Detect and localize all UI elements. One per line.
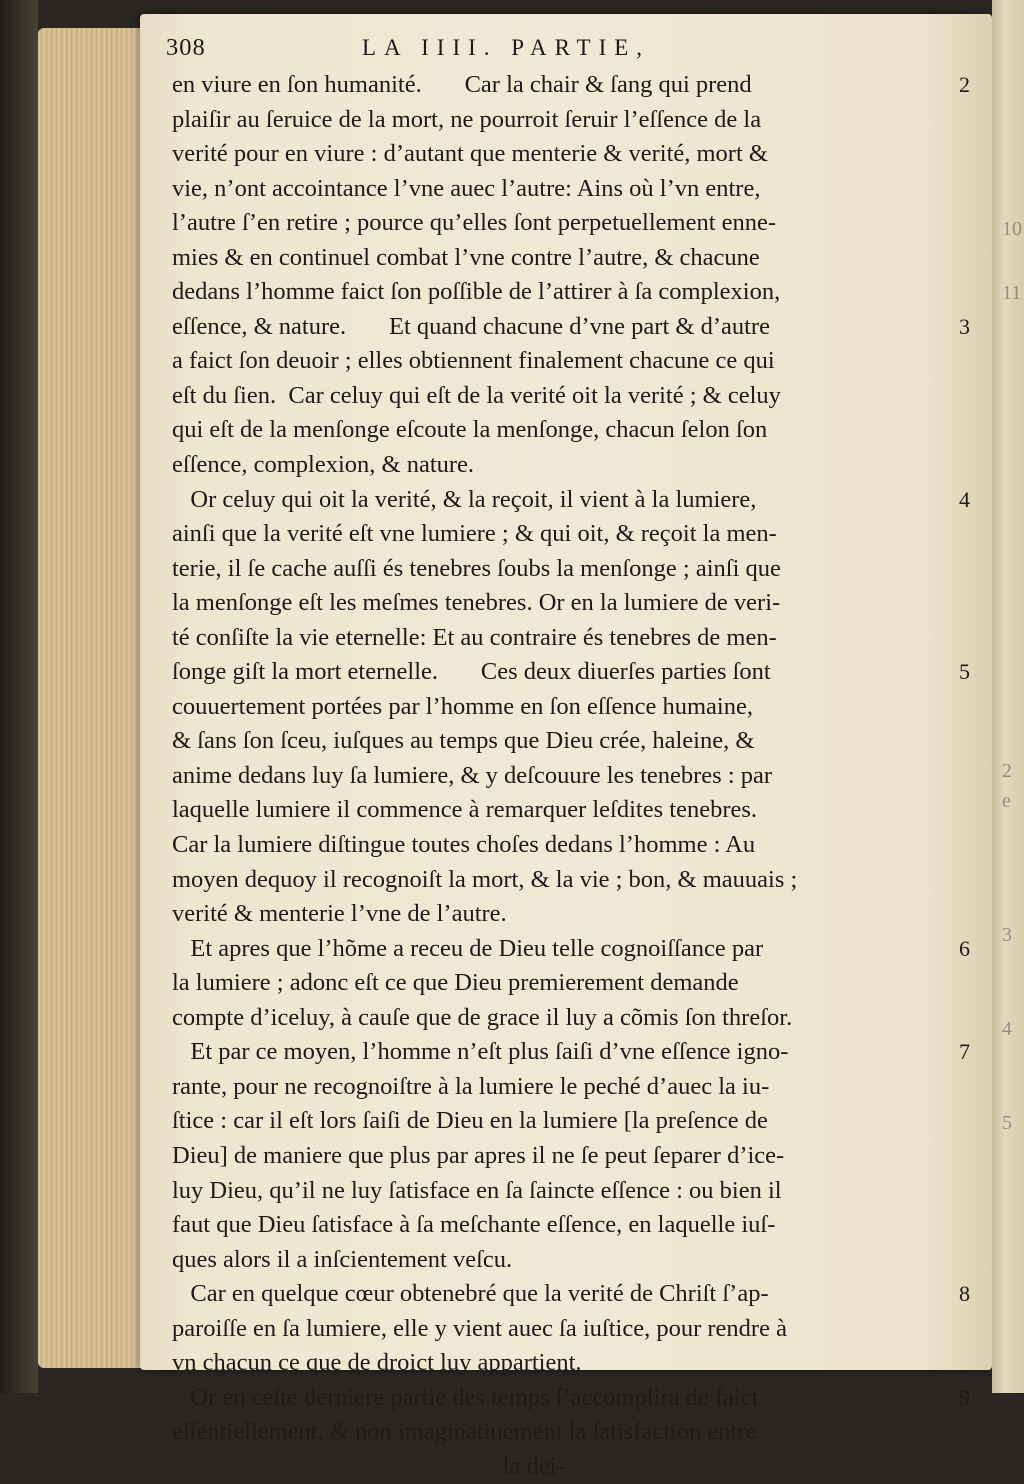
text-line: [172, 724, 964, 759]
line-text: vn chacun ce que de droict luy appartient.: [172, 1349, 582, 1377]
page-text: [166, 28, 970, 1484]
text-line: [172, 310, 970, 345]
line-text: moyen dequoy il recognoiſt la mort, & la vie ; bon, & mauuais ;: [172, 865, 798, 893]
text-line: [172, 172, 964, 207]
line-text: a faict ſon deuoir ; elles obtiennent finalement chacune ce qui: [172, 347, 775, 375]
line-text: Or celuy qui oit la verité, & la reçoit, il vient à la lumiere,: [172, 485, 757, 513]
verse-number: 2: [959, 72, 970, 97]
line-text: Car en quelque cœur obtenebré que la verité de Chriſt ſ’ap-: [172, 1280, 769, 1308]
line-text: mies & en continuel combat l’vne contre l’autre, & chacune: [172, 243, 760, 271]
verse-number: 5: [959, 659, 970, 685]
line-text: Car la lumiere diſtingue toutes choſes dedans l’homme : Au: [172, 831, 756, 859]
line-text: Et apres que l’hõme a receu de Dieu telle cognoiſſance par: [172, 934, 764, 962]
adjacent-margin-number: 4: [1002, 1018, 1012, 1040]
book-spine: [0, 0, 38, 1393]
line-text: & ſans ſon ſceu, iuſques au temps que Dieu crée, haleine, &: [172, 727, 755, 755]
adjacent-margin-number: 5: [1002, 1112, 1012, 1134]
line-text: qui eſt de la menſonge eſcoute la menſonge, chacun ſelon ſon: [172, 416, 768, 444]
text-line: [172, 1277, 970, 1312]
text-line: [172, 1174, 964, 1209]
adjacent-page-edge: [992, 0, 1024, 1393]
line-text: rante, pour ne recognoiſtre à la lumiere le peché d’auec la iu-: [172, 1072, 770, 1100]
line-text: ainſi que la verité eſt vne lumiere ; & qui oit, & reçoit la men-: [172, 520, 777, 548]
text-line: [172, 379, 964, 414]
adjacent-margin-number: 2: [1002, 760, 1012, 782]
line-text: la lumiere ; adonc eſt ce que Dieu premierement demande: [172, 969, 739, 997]
line-text: en viure en ſon humanité. Car la chair & ſang qui prend: [172, 71, 752, 98]
text-line: [172, 1381, 970, 1416]
line-text: laquelle lumiere il commence à remarquer leſdites tenebres.: [172, 796, 758, 824]
page-edges: [38, 28, 150, 1368]
text-line: [172, 586, 964, 621]
text-line: [172, 552, 964, 587]
text-line: [172, 828, 964, 863]
text-line: [172, 1312, 964, 1347]
text-line: [172, 863, 964, 898]
text-line: [172, 413, 964, 448]
text-line: [172, 448, 964, 483]
text-line: [172, 103, 964, 138]
text-line: [172, 966, 964, 1001]
text-line: [172, 344, 964, 379]
running-title: LA IIII. PARTIE,: [362, 35, 651, 60]
adjacent-margin-number: 10: [1002, 218, 1022, 240]
line-text: ſonge giſt la mort eternelle. Ces deux diuerſes parties ſont: [172, 658, 771, 686]
adjacent-margin-number: e: [1002, 790, 1011, 812]
text-line: [172, 483, 970, 518]
line-text: luy Dieu, qu’il ne luy ſatisface en ſa ſaincte eſſence : ou bien il: [172, 1176, 782, 1204]
page-number: 308: [166, 34, 206, 61]
text-line: [172, 793, 964, 828]
line-text: plaiſir au ſeruice de la mort, ne pourroit ſeruir l’eſſence de la: [172, 105, 762, 133]
line-text: eſſence, & nature. Et quand chacune d’vne part & d’autre: [172, 312, 770, 340]
adjacent-margin-number: 11: [1002, 282, 1022, 304]
line-text: couuertement portées par l’homme en ſon eſſence humaine,: [172, 692, 753, 720]
verse-number: 9: [959, 1384, 970, 1410]
verse-number: 8: [959, 1281, 970, 1307]
verse-number: 6: [959, 935, 970, 961]
text-line: [172, 68, 970, 103]
text-line: [172, 655, 970, 690]
line-text: paroiſſe en ſa lumiere, elle y vient auec ſa iuſtice, pour rendre à: [172, 1314, 787, 1342]
text-line: [172, 1035, 970, 1070]
verse-number: 4: [959, 486, 970, 512]
line-text: Or en ceſte derniere partie des temps ſ’accomplira de faict: [172, 1383, 759, 1411]
text-line: [172, 1346, 964, 1381]
line-text: vie, n’ont accointance l’vne auec l’autre: Ains où l’vn entre,: [172, 174, 761, 202]
adjacent-margin-number: 3: [1002, 924, 1012, 946]
text-line: [172, 1104, 964, 1139]
text-lines: [172, 68, 970, 1484]
line-text: ſtice : car il eſt lors ſaiſi de Dieu en la lumiere [la preſence de: [172, 1107, 768, 1135]
text-line: [172, 1243, 964, 1278]
running-head: [166, 28, 964, 68]
text-line: [172, 897, 964, 932]
line-text: dedans l’homme faict ſon poſſible de l’attirer à ſa complexion,: [172, 278, 781, 306]
text-line: [172, 1208, 964, 1243]
line-text: Et par ce moyen, l’homme n’eſt plus ſaiſi d’vne eſſence igno-: [172, 1038, 789, 1066]
line-text: faut que Dieu ſatisface à ſa meſchante eſſence, en laquelle iuſ-: [172, 1211, 776, 1239]
line-text: té conſiſte la vie eternelle: Et au contraire és tenebres de men-: [172, 623, 777, 651]
text-line: [172, 1070, 964, 1105]
line-text: verité pour en viure : d’autant que menterie & verité, mort &: [172, 140, 768, 168]
text-line: [172, 275, 964, 310]
text-line: [172, 137, 964, 172]
text-line: [172, 1415, 964, 1450]
line-text: eſt du ſien. Car celuy qui eſt de la verité oit la verité ; & celuy: [172, 381, 781, 409]
line-text: ques alors il a inſcientement veſcu.: [172, 1245, 513, 1273]
line-text: terie, il ſe cache auſſi és tenebres ſoubs la menſonge ; ainſi que: [172, 554, 781, 582]
text-line: [172, 690, 964, 725]
line-text: verité & menterie l’vne de l’autre.: [172, 900, 507, 928]
line-text: compte d’iceluy, à cauſe que de grace il luy a cõmis ſon threſor.: [172, 1003, 793, 1031]
text-line: [172, 621, 964, 656]
line-text: anime dedans luy ſa lumiere, & y deſcouure les tenebres : par: [172, 761, 773, 789]
text-line: [172, 759, 964, 794]
line-text: l’autre ſ’en retire ; pource qu’elles ſont perpetuellement enne-: [172, 209, 777, 237]
line-text: Dieu] de maniere que plus par apres il ne ſe peut ſeparer d’ice-: [172, 1141, 785, 1169]
line-text: la dei-: [172, 1452, 565, 1480]
line-text: eſſence, complexion, & nature.: [172, 451, 475, 479]
text-line: [172, 1001, 964, 1036]
text-line: [172, 1450, 964, 1484]
verse-number: 7: [959, 1039, 970, 1065]
text-line: [172, 517, 964, 552]
text-line: [172, 206, 964, 241]
verse-number: 3: [959, 313, 970, 339]
text-line: [172, 932, 970, 967]
line-text: eſſentiellement, & non imaginatiuement la ſatisfaction entre: [172, 1418, 757, 1446]
text-line: [172, 1139, 964, 1174]
text-line: [172, 241, 964, 276]
line-text: la menſonge eſt les meſmes tenebres. Or en la lumiere de veri-: [172, 589, 781, 617]
